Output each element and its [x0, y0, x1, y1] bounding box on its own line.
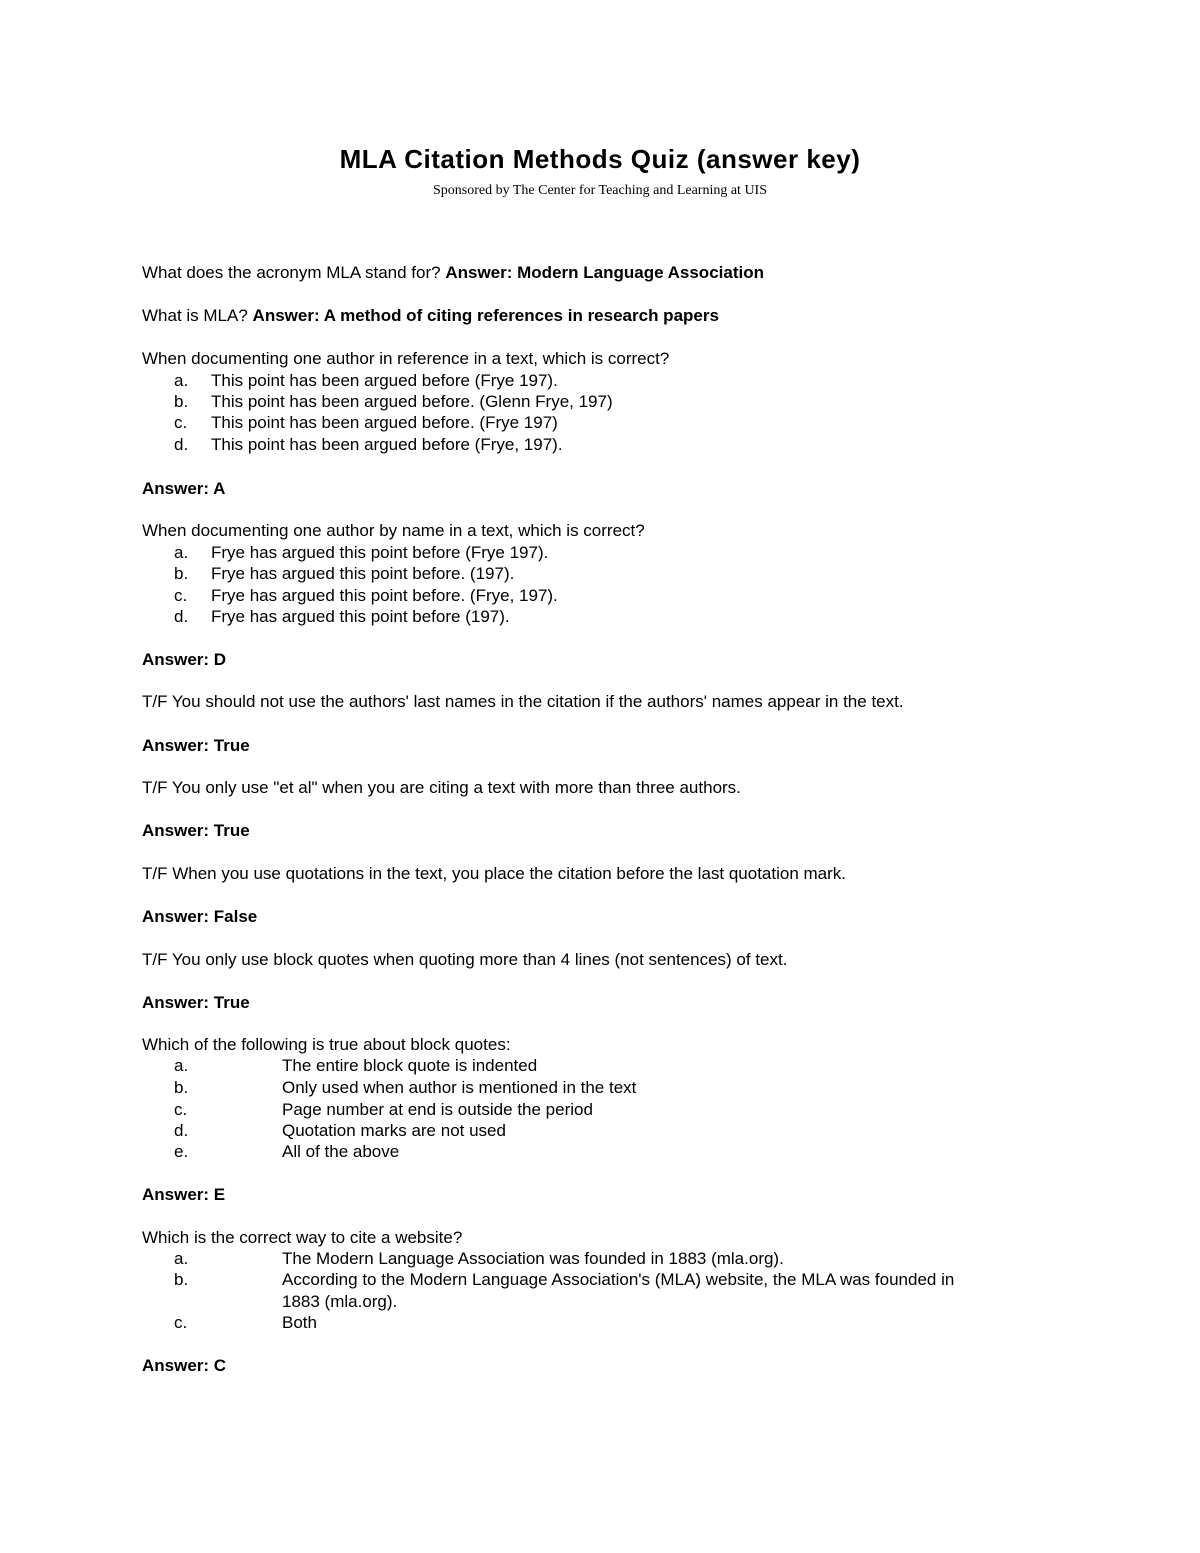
question-1 [142, 263, 764, 283]
option-text: All of the above [282, 1142, 400, 1161]
option-text: Both [282, 1313, 317, 1332]
question-7-text: T/F When you use quotations in the text, you place the citation before the last quotation mark. [142, 864, 847, 883]
option-text: Frye has argued this point before. (Frye, 197). [211, 586, 558, 605]
option-letter: c. [174, 413, 188, 432]
option-text: Only used when author is mentioned in the text [282, 1078, 637, 1097]
option-letter: a. [174, 543, 189, 562]
answer-3: Answer: A [142, 479, 226, 498]
answer-5: Answer: True [142, 736, 250, 755]
option-letter: c. [174, 586, 188, 605]
option-text: Frye has argued this point before. (197). [211, 564, 515, 583]
option-letter: d. [174, 607, 189, 626]
option-text: This point has been argued before. (Glenn Frye, 197) [211, 392, 613, 411]
option-letter: a. [174, 1056, 189, 1075]
question-10-text: Which is the correct way to cite a website? [142, 1228, 463, 1247]
option-letter: c. [174, 1313, 188, 1332]
answer-text: Answer: Modern Language Association [445, 263, 764, 282]
answer-10: Answer: C [142, 1356, 227, 1375]
answer-7: Answer: False [142, 907, 258, 926]
answer-6: Answer: True [142, 821, 250, 840]
option-text: The Modern Language Association was founded in 1883 (mla.org). [282, 1249, 784, 1268]
option-letter: e. [174, 1142, 189, 1161]
question-5-text: T/F You should not use the authors' last names in the citation if the authors' names appear in the text. [142, 692, 904, 711]
option-text: The entire block quote is indented [282, 1056, 538, 1075]
page-title: MLA Citation Methods Quiz (answer key) [339, 144, 861, 174]
option-letter: b. [174, 1078, 189, 1097]
question-4-text: When documenting one author by name in a text, which is correct? [142, 521, 645, 540]
question-text: What is MLA? [142, 306, 248, 325]
option-text: Frye has argued this point before (197). [211, 607, 510, 626]
option-letter: b. [174, 1270, 189, 1289]
option-letter: b. [174, 564, 189, 583]
option-letter: a. [174, 1249, 189, 1268]
option-text: This point has been argued before. (Frye 197) [211, 413, 558, 432]
answer-9: Answer: E [142, 1185, 226, 1204]
question-2 [142, 306, 719, 326]
option-text: This point has been argued before (Frye, 197). [211, 435, 563, 454]
option-text-continued: 1883 (mla.org). [282, 1292, 398, 1311]
option-text: Quotation marks are not used [282, 1121, 506, 1140]
question-9-text: Which of the following is true about block quotes: [142, 1035, 511, 1054]
option-text: Page number at end is outside the period [282, 1100, 593, 1119]
option-letter: d. [174, 435, 189, 454]
question-6-text: T/F You only use "et al" when you are citing a text with more than three authors. [142, 778, 741, 797]
option-letter: c. [174, 1100, 188, 1119]
question-3-text: When documenting one author in reference in a text, which is correct? [142, 349, 670, 368]
option-text: Frye has argued this point before (Frye 197). [211, 543, 549, 562]
option-letter: d. [174, 1121, 189, 1140]
question-text: What does the acronym MLA stand for? [142, 263, 441, 282]
option-letter: a. [174, 371, 189, 390]
page-subtitle: Sponsored by The Center for Teaching and Learning at UIS [432, 183, 768, 198]
answer-8: Answer: True [142, 993, 250, 1012]
answer-text: Answer: A method of citing references in research papers [252, 306, 719, 325]
question-8-text: T/F You only use block quotes when quoting more than 4 lines (not sentences) of text. [142, 950, 788, 969]
option-text: According to the Modern Language Association's (MLA) website, the MLA was founded in [282, 1270, 955, 1289]
answer-4: Answer: D [142, 650, 227, 669]
option-letter: b. [174, 392, 189, 411]
option-text: This point has been argued before (Frye 197). [211, 371, 558, 390]
